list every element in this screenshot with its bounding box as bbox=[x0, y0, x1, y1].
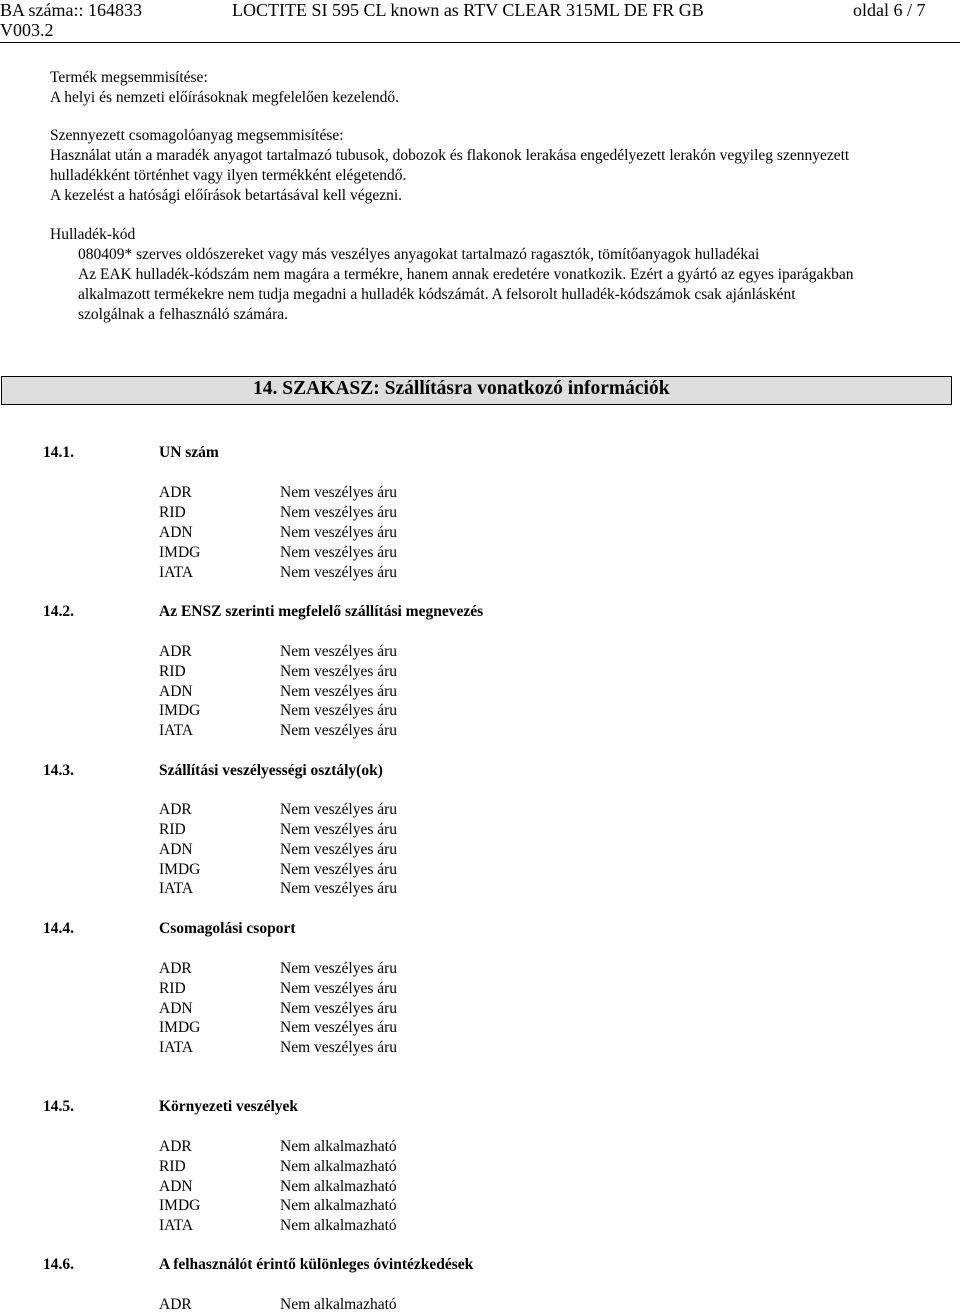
subsection-label: UN szám bbox=[159, 444, 219, 461]
transport-value: Nem veszélyes áru bbox=[280, 801, 398, 818]
transport-value: Nem veszélyes áru bbox=[280, 544, 398, 561]
transport-mode: ADN bbox=[159, 524, 193, 541]
transport-value: Nem veszélyes áru bbox=[280, 564, 398, 581]
subsection-label: A felhasználót érintő különleges óvintézkedések bbox=[159, 1256, 474, 1273]
waste-code-label: Hulladék-kód bbox=[50, 226, 136, 243]
transport-mode: IMDG bbox=[159, 861, 201, 878]
transport-mode: IATA bbox=[159, 564, 194, 581]
transport-value: Nem alkalmazható bbox=[280, 1296, 397, 1313]
transport-value: Nem veszélyes áru bbox=[280, 524, 398, 541]
transport-mode: RID bbox=[159, 1158, 186, 1175]
transport-value: Nem veszélyes áru bbox=[280, 683, 398, 700]
transport-mode: ADR bbox=[159, 1138, 192, 1155]
transport-mode: IMDG bbox=[159, 702, 201, 719]
transport-mode: ADR bbox=[159, 643, 192, 660]
transport-value: Nem veszélyes áru bbox=[280, 1039, 398, 1056]
transport-mode: ADN bbox=[159, 683, 193, 700]
transport-mode: ADR bbox=[159, 484, 192, 501]
subsection-label: Az ENSZ szerinti megfelelő szállítási megnevezés bbox=[159, 603, 484, 620]
transport-mode: IMDG bbox=[159, 1197, 201, 1214]
section-title: 14. SZAKASZ: Szállításra vonatkozó információk bbox=[253, 378, 670, 399]
transport-value: Nem alkalmazható bbox=[280, 1158, 397, 1175]
packaging-disposal-line: Használat után a maradék anyagot tartalmazó tubusok, dobozok és flakonok lerakása engedélyezett lerakón vegyileg szennyezett bbox=[50, 147, 850, 164]
transport-value: Nem veszélyes áru bbox=[280, 722, 398, 739]
transport-mode: RID bbox=[159, 504, 186, 521]
transport-mode: ADN bbox=[159, 841, 193, 858]
subsection-label: Környezeti veszélyek bbox=[159, 1098, 299, 1115]
packaging-disposal-line: A kezelést a hatósági előírások betartásával kell végezni. bbox=[50, 187, 403, 204]
waste-code-line: Az EAK hulladék-kódszám nem magára a termékre, hanem annak eredetére vonatkozik. Ezért a gyártó az egyes iparágakban bbox=[78, 266, 854, 283]
transport-mode: IATA bbox=[159, 880, 194, 897]
subsection-number: 14.6. bbox=[43, 1256, 74, 1273]
waste-code-line: szolgálnak a felhasználó számára. bbox=[78, 306, 289, 323]
transport-mode: ADN bbox=[159, 1178, 193, 1195]
transport-value: Nem veszélyes áru bbox=[280, 841, 398, 858]
transport-value: Nem alkalmazható bbox=[280, 1178, 397, 1195]
transport-value: Nem veszélyes áru bbox=[280, 880, 398, 897]
transport-mode: ADR bbox=[159, 801, 192, 818]
transport-value: Nem veszélyes áru bbox=[280, 663, 398, 680]
subsection-label: Csomagolási csoport bbox=[159, 920, 296, 937]
transport-mode: IMDG bbox=[159, 544, 201, 561]
waste-code-line: alkalmazott termékekre nem tudja megadni a hulladék kódszámát. A felsorolt hulladék-kódszámok csak ajánlásként bbox=[78, 286, 796, 303]
subsection-number: 14.3. bbox=[43, 762, 74, 779]
subsection-number: 14.4. bbox=[43, 920, 74, 937]
transport-value: Nem veszélyes áru bbox=[280, 643, 398, 660]
document-id: BA száma:: 164833 bbox=[0, 0, 142, 20]
packaging-disposal-label: Szennyezett csomagolóanyag megsemmisítése: bbox=[50, 127, 344, 144]
transport-value: Nem veszélyes áru bbox=[280, 504, 398, 521]
page-number: oldal 6 / 7 bbox=[853, 0, 926, 20]
transport-value: Nem alkalmazható bbox=[280, 1138, 397, 1155]
transport-value: Nem veszélyes áru bbox=[280, 960, 398, 977]
transport-value: Nem veszélyes áru bbox=[280, 484, 398, 501]
subsection-number: 14.1. bbox=[43, 444, 74, 461]
transport-mode: IMDG bbox=[159, 1019, 201, 1036]
page-header bbox=[0, 0, 960, 44]
subsection-number: 14.5. bbox=[43, 1098, 74, 1115]
waste-code-line: 080409* szerves oldószereket vagy más veszélyes anyagokat tartalmazó ragasztók, tömítőanyagok hulladékai bbox=[78, 246, 760, 263]
transport-mode: ADR bbox=[159, 1296, 192, 1313]
transport-value: Nem veszélyes áru bbox=[280, 702, 398, 719]
packaging-disposal-line: hulladékként történhet vagy ilyen termékként elégetendő. bbox=[50, 167, 407, 184]
transport-value: Nem veszélyes áru bbox=[280, 861, 398, 878]
transport-mode: IATA bbox=[159, 1217, 194, 1234]
product-disposal-text: A helyi és nemzeti előírásoknak megfelelően kezelendő. bbox=[50, 89, 400, 106]
transport-value: Nem alkalmazható bbox=[280, 1197, 397, 1214]
transport-mode: IATA bbox=[159, 722, 194, 739]
subsection-number: 14.2. bbox=[43, 603, 74, 620]
product-disposal-label: Termék megsemmisítése: bbox=[50, 69, 208, 86]
transport-mode: RID bbox=[159, 663, 186, 680]
header-divider bbox=[0, 42, 960, 43]
transport-value: Nem veszélyes áru bbox=[280, 1000, 398, 1017]
transport-value: Nem alkalmazható bbox=[280, 1217, 397, 1234]
transport-value: Nem veszélyes áru bbox=[280, 1019, 398, 1036]
transport-mode: RID bbox=[159, 821, 186, 838]
subsection-label: Szállítási veszélyességi osztály(ok) bbox=[159, 762, 383, 779]
transport-value: Nem veszélyes áru bbox=[280, 821, 398, 838]
transport-mode: ADR bbox=[159, 960, 192, 977]
product-title: LOCTITE SI 595 CL known as RTV CLEAR 315ML DE FR GB bbox=[232, 0, 704, 20]
transport-mode: IATA bbox=[159, 1039, 194, 1056]
transport-mode: RID bbox=[159, 980, 186, 997]
document-version: V003.2 bbox=[0, 20, 54, 40]
transport-mode: ADN bbox=[159, 1000, 193, 1017]
transport-value: Nem veszélyes áru bbox=[280, 980, 398, 997]
